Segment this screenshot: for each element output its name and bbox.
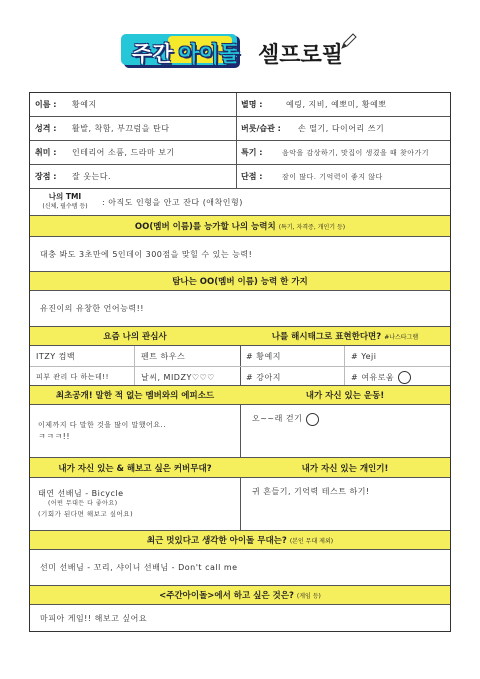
want-header: <주간아이돌>에서 하고 싶은 것은? (게임 등) [30,586,450,605]
hashtag-item: # 황예지 [240,346,344,367]
smiley-icon [398,371,411,384]
interest-header: 요즘 나의 관심사 [30,327,240,345]
stage-header: 최근 멋있다고 생각한 아이돌 무대는? (본인 무대 제외) [30,531,450,550]
name-value: 황예지 [72,100,97,109]
steal-row [30,291,450,327]
weakness-label: 단점 : [241,172,263,181]
personality-label: 성격 : [35,124,57,133]
habit-label: 버릇/습관 : [241,124,281,133]
interest-col-2 [135,346,240,385]
pencil-icon [340,32,358,50]
smiley-icon [306,413,319,426]
interest-item: ITZY 컴백 [30,346,134,367]
row-tmi [30,189,450,216]
name-label: 이름 : [35,100,57,109]
personality-value: 활발, 착함, 부끄럼을 탄다 [72,124,170,133]
gag-header: 내가 자신 있는 개인기! [240,458,450,477]
ability-value: 대충 봐도 3초만에 5인데이 300점을 맞힐 수 있는 능력! [40,249,253,259]
logo-text: 주간 아이돌 [132,42,240,66]
row-strength [30,165,450,189]
want-row [30,605,450,631]
strength-label: 장점 : [35,172,57,181]
cover-header: 내가 자신 있는 & 해보고 싶은 커버무대? [30,458,240,477]
episode-sport-header [30,386,450,405]
steal-value: 유진이의 유창한 언어능력!! [40,304,145,313]
ability-header: OO(멤버 이름)를 능가할 나의 능력치 (특기, 자격증, 개인기 등) [30,216,450,237]
nickname-label: 별명 : [241,100,263,109]
stage-row [30,550,450,586]
episode-sport-row [30,405,450,458]
row-personality [30,117,450,141]
hashtag-item: # 여유로움 [345,367,450,387]
want-value: 마피아 게임!! 해보고 싶어요 [40,613,148,623]
interest-item: 피부 관리 다 하는데!! [36,373,109,381]
hashtag-item: # 강아지 [246,372,281,382]
tmi-label: 나의 TMI (신체, 필수템 등) [42,192,88,210]
nickname-value: 예링, 지비, 예뽀미, 황예뽀 [286,100,387,109]
sport-header: 내가 자신 있는 운동! [240,386,450,404]
interest-item: 날씨, MIDZY♡♡♡ [141,372,215,382]
ability-row [30,237,450,272]
hashtag-item: # Yeji [345,346,450,367]
cover-gag-header [30,458,450,478]
gag-value: 귀 흔들기, 기억력 테스트 하기! [252,487,370,496]
hashtag-header: 나를 해시태그로 표현한다면? #나스타그램 [240,327,450,345]
weakness-value: 잠이 많다. 기억력이 좋지 않다 [282,172,383,181]
page-title: 셀프로필 [258,43,344,68]
row-hobby [30,141,450,165]
skill-label: 특기 : [241,148,263,157]
steal-header: 탐나는 OO(멤버 이름) 능력 한 가지 [30,272,450,291]
cover-value: 태연 선배님 - Bicycle (어떤 무대든 다 좋아요) (기회가 된다면 해보고 싶어요) [38,489,134,518]
interest-col-1 [30,346,135,385]
tmi-value: : 아직도 인형을 안고 잔다 (애착인형) [102,197,243,207]
habit-value: 손 떨기, 다이어리 쓰기 [298,124,385,133]
hobby-label: 취미 : [35,148,57,157]
episode-header: 최초공개! 말한 적 없는 멤버와의 에피소드 [30,386,240,404]
interest-hashtag-row [30,346,450,386]
row-name [30,93,450,117]
stage-value: 선미 선배님 - 꼬리, 샤이니 선배님 - Don't call me [40,563,238,572]
profile-sheet [29,92,451,632]
episode-value: 이제까지 다 말한 것을 많이 말했어요.. ㅋㅋㅋ!! [38,421,167,441]
strength-value: 잘 웃는다. [72,172,111,181]
hashtag-col-2 [345,346,450,385]
hobby-value: 인테리어 소품, 드라마 보기 [72,148,175,157]
interest-item: 펜트 하우스 [135,346,240,367]
hashtag-col-1 [240,346,345,385]
interest-hashtag-header [30,327,450,346]
skill-value: 음악을 감상하기, 맛집이 생겼을 때 찾아가기 [282,148,430,157]
sport-value: 오~~래 걷기 [240,405,450,457]
cover-gag-row [30,478,450,531]
